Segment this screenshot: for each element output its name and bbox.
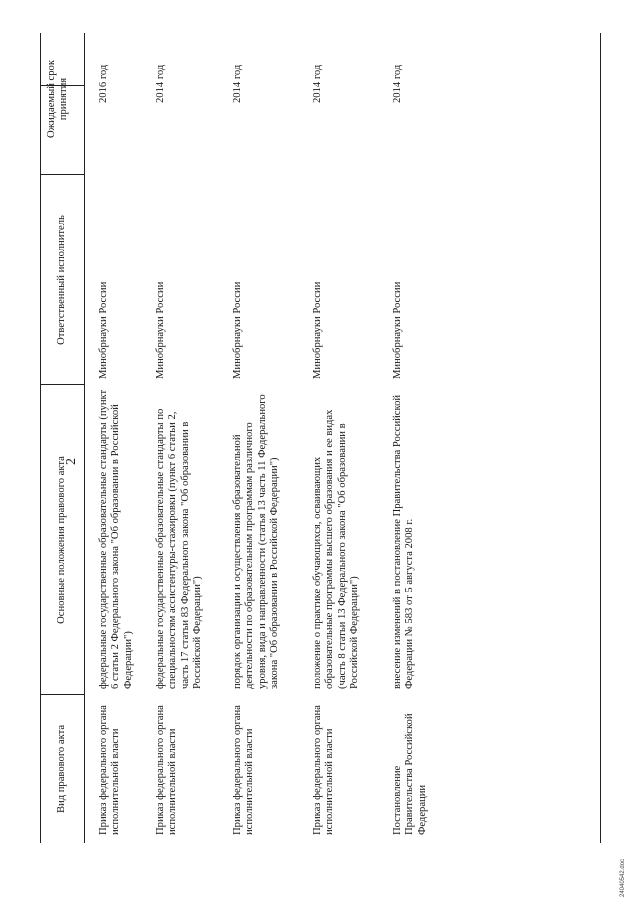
row-3-executor: Минобрнауки России [232, 281, 243, 379]
header-bottom-rule [84, 33, 85, 843]
header-provisions: Основные положения правового акта [56, 456, 67, 624]
row-1-term: 2016 год [98, 64, 109, 103]
row-1-type: Приказ федерального органа исполнительной власти [98, 705, 122, 835]
legal-acts-table [40, 33, 600, 843]
row-1-provisions: федеральные государственные образовательные стандарты (пункт 6 статьи 2 Федерального закона "Об образовании в Российской Федерации") [98, 389, 134, 689]
header-executor: Ответственный исполнитель [56, 215, 67, 345]
row-4-executor: Минобрнауки России [312, 281, 323, 379]
header-type: Вид правового акта [56, 724, 67, 814]
row-2-type: Приказ федерального органа исполнительной власти [155, 705, 179, 835]
row-4-term: 2014 год [312, 64, 323, 103]
row-3-provisions: порядок организации и осуществления образовательной деятельности по образовательным программам различного уровня, вида и направленности (статья 13 часть 11 Федерального закона "Об образовании в Российской Федерации") [232, 394, 281, 689]
row-5-term: 2014 год [392, 64, 403, 103]
row-3-term: 2014 год [232, 64, 243, 103]
row-2-provisions: федеральные государственные образовательные стандарты по специальностям ассистентуры-стажировки (пункт 6 статьи 2, часть 17 статьи 83 Федерального закона "Об образовании в Российской Федерации") [155, 408, 204, 689]
row-2-executor: Минобрнауки России [155, 281, 166, 379]
row-4-type: Приказ федерального органа исполнительной власти [312, 705, 336, 835]
table-bottom-rule [600, 33, 601, 843]
row-5-provisions: внесение изменений в постановление Правительства Российской Федерации № 583 от 5 августа 2008 г. [392, 394, 416, 689]
page-number: 2 [64, 458, 79, 465]
row-3-type: Приказ федерального органа исполнительной власти [232, 705, 256, 835]
row-4-provisions: положение о практике обучающихся, осваивающих образовательные программы высшего образования и ее видах (часть 8 статьи 13 Федерального закона "Об образовании в Российской Федерации") [312, 409, 361, 689]
table-top-rule [40, 33, 41, 843]
row-2-term: 2014 год [155, 64, 166, 103]
header-term: Ожидаемый срок принятия [46, 60, 70, 139]
row-5-executor: Минобрнауки России [392, 281, 403, 379]
row-5-type: Постановление Правительства Российской Федерации [392, 713, 428, 835]
row-1-executor: Минобрнауки России [98, 281, 109, 379]
file-id: 24040542.doc [620, 858, 626, 897]
